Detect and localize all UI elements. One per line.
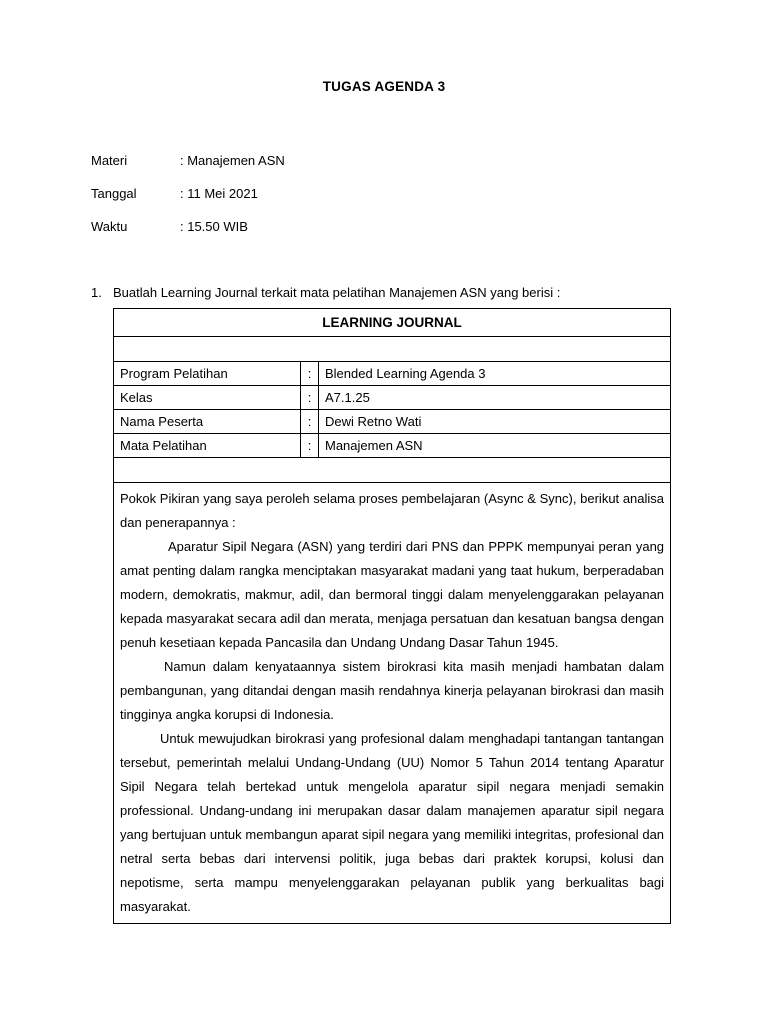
meta-label: Tanggal [91, 186, 137, 201]
journal-paragraph: Aparatur Sipil Negara (ASN) yang terdiri dari PNS dan PPPK mempunyai peran yang amat penting dalam rangka menciptakan masyarakat madani yang taat hukum, berperadaban modern, demokratis, makmur, adil, dan bermoral tinggi dalam menyelenggarakan pelayanan kepada masyarakat secara adil dan merata, menjaga persatuan dan kesatuan bangsa dengan penuh kesetiaan kepada Pancasila dan Undang Undang Dasar Tahun 1945. [120, 539, 665, 650]
question-number: 1. [91, 285, 102, 300]
document-title: TUGAS AGENDA 3 [322, 79, 446, 94]
row-value: Blended Learning Agenda 3 [319, 362, 671, 386]
row-colon: : [301, 386, 319, 410]
journal-paragraph: Namun dalam kenyataannya sistem birokrasi kita masih menjadi hambatan dalam pembangunan, yang ditandai dengan masih rendahnya kinerja pelayanan birokrasi dan masih tingginya angka korupsi di Indonesia. [120, 659, 665, 722]
row-value: Manajemen ASN [319, 434, 671, 458]
journal-heading-row [114, 309, 671, 337]
journal-heading: LEARNING JOURNAL [114, 309, 671, 337]
journal-row-kelas [114, 386, 671, 410]
empty-cell [114, 337, 671, 362]
journal-intro: Pokok Pikiran yang saya peroleh selama proses pembelajaran (Async & Sync), berikut analisa dan penerapannya : [120, 491, 665, 530]
row-label: Kelas [114, 386, 301, 410]
question-text: Buatlah Learning Journal terkait mata pelatihan Manajemen ASN yang berisi : [113, 285, 561, 300]
row-colon: : [301, 362, 319, 386]
journal-row-program [114, 362, 671, 386]
learning-journal-table [113, 308, 671, 924]
journal-paragraph: Untuk mewujudkan birokrasi yang profesional dalam menghadapi tantangan tantangan tersebut, pemerintah melalui Undang-Undang (UU) Nomor 5 Tahun 2014 tentang Aparatur Sipil Negara telah bertekad untuk mengelola aparatur sipil negara menjadi semakin professional. Undang-undang ini merupakan dasar dalam manajemen aparatur sipil negara yang bertujuan untuk membangun aparat sipil negara yang memiliki integritas, profesional dan netral serta bebas dari intervensi politik, juga bebas dari praktek korupsi, kolusi dan nepotisme, serta mampu menyelenggarakan pelayanan publik yang berkualitas bagi masyarakat. [120, 731, 665, 914]
row-label: Mata Pelatihan [114, 434, 301, 458]
row-label: Program Pelatihan [114, 362, 301, 386]
journal-body [114, 483, 671, 924]
journal-empty-row [114, 337, 671, 362]
journal-empty-row [114, 458, 671, 483]
meta-label: Waktu [91, 219, 128, 234]
meta-value: : Manajemen ASN [180, 153, 285, 168]
row-value: Dewi Retno Wati [319, 410, 671, 434]
meta-value: : 11 Mei 2021 [180, 186, 258, 201]
meta-label: Materi [91, 153, 128, 168]
empty-cell [114, 458, 671, 483]
question-1 [91, 285, 560, 300]
row-colon: : [301, 410, 319, 434]
row-colon: : [301, 434, 319, 458]
row-label: Nama Peserta [114, 410, 301, 434]
row-value: A7.1.25 [319, 386, 671, 410]
journal-row-nama [114, 410, 671, 434]
journal-row-mata-pelatihan [114, 434, 671, 458]
journal-body-row [114, 483, 671, 924]
meta-value: : 15.50 WIB [180, 219, 248, 234]
